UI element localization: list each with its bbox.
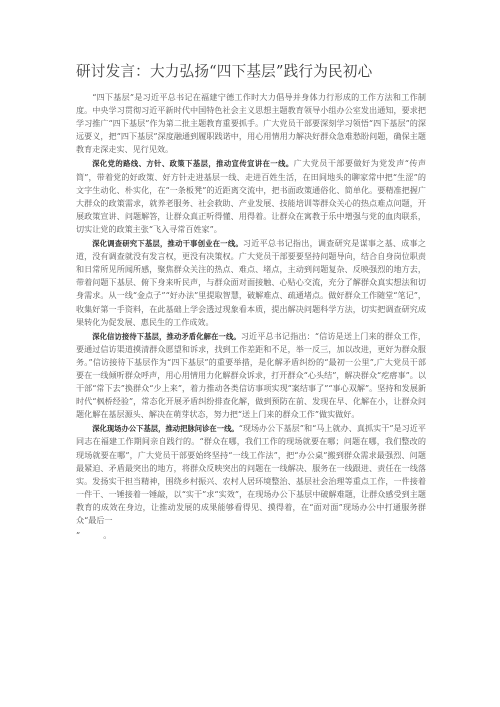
intro-paragraph: “四下基层”是习近平总书记在福建宁德工作时大力倡导并身体力行形成的工作方法和工作制度。中央学习贯彻习近平新时代中国特色社会主义思想主题教育领导小组办公室发出通知，要求把学习推广“四下基层”作为第二批主题教育重要抓手。广大党员干部要深刻学习领悟“四下基层”的深远要义，把“四下基层”深度融通到履职践诺中，用心用情用力解决好群众急难愁盼问题，确保主题教育走深走实、见行见效。 bbox=[76, 92, 426, 155]
section-body-3: 习近平总书记指出：“信访是送上门来的群众工作，要通过信访渠道摸清群众愿望和诉求，找到工作差距和不足，举一反三，加以改进，更好为群众服务。”信访接待下基层作为“四下基层”的重要举措，是化解矛盾纠纷的“最初一公里”,广大党员干部要在一线倾听群众呼声，用心用情用力化解群众诉求，打开群众“心头结”，解决群众“疙瘩事”。以干部“常下去”换群众“少上来”，着力推动各类信访事项实现“案结事了”“事心双解”。坚持和发展新时代“枫桥经验”，常态化开展矛盾纠纷排查化解，做到预防在前、发现在早、化解在小，让群众问题化解在基层源头、解决在萌芽状态，努力把“送上门来的群众工作”做实做好。 bbox=[76, 330, 427, 420]
section-lead-1: 深化党的路线、方针、政策下基层，推动宣传宣讲在一线。 bbox=[92, 159, 294, 169]
section-paragraph-3 bbox=[76, 330, 426, 422]
document-page bbox=[76, 62, 426, 542]
section-lead-3: 深化信访接待下基层，推动矛盾化解在一线。 bbox=[92, 331, 241, 341]
section-body-4: “现场办公下基层”和“马上就办、真抓实干”是习近平同志在福建工作期间亲自践行的。“群众在哪，我们工作的现场就要在哪；问题在哪，我们整改的现场就要在哪”，广大党员干部要始终坚持“一线工作法”，把“办公桌”搬到群众需求最强烈、问题最紧迫、矛盾最突出的地方，将群众反映突出的问题在一线解决、服务在一线跟进、责任在一线落实。发扬实干担当精神，围绕乡村振兴、农村人居环境整治、基层社会治理等重点工作，一件接着一件干、一锤接着一锤敲，以“实干”求“实效”，在现场办公下基层中破解难题，让群众感受到主题教育的成效在身边，让推动发展的成果能够看得见、摸得着，在“面对面”现场办公中打通服务群众“最后一 bbox=[76, 423, 426, 525]
continuation-period: 。 bbox=[103, 530, 112, 541]
section-paragraph-4 bbox=[76, 422, 426, 527]
section-paragraph-1 bbox=[76, 157, 426, 236]
section-lead-4: 深化现场办公下基层，推动把脉问诊在一线。 bbox=[92, 424, 239, 434]
continuation-quote: ” bbox=[76, 530, 81, 541]
section-body-1: 广大党员干部要做好为党发声“传声筒”，带着党的好政策、好方针走进基层一线、走进百姓生活，在田间地头的聊家常中把“生涩”的文字生动化、朴实化，在“一条板凳”的近距离交流中，把书面政策通俗化、简单化。要精准把握广大群众的政策需求，就养老服务、社会救助、产业发展、技能培训等群众关心的热点难点问题，开展政策宣讲、问题解答，让群众真正听得懂、用得着。让群众在寓教于乐中增强与党的血肉联系，切实让党的政策主张“飞入寻常百姓家”。 bbox=[76, 158, 427, 234]
page-title: 研讨发言：大力弘扬“四下基层”践行为民初心 bbox=[76, 63, 373, 80]
section-body-2: 习近平总书记指出，调查研究是谋事之基、成事之道，没有调查就没有发言权，更没有决策权。广大党员干部要要坚持问题导向，结合自身岗位职责和日常所见所闻所感，聚焦群众关注的热点、难点、堵点，主动到问题复杂、反映强烈的地方去，带着问题下基层、俯下身来听民声，与群众面对面接触、心贴心交流，充分了解群众真实想法和切身需求。从一线“金点子”“好办法”里提取智慧，破解难点、疏通堵点。做好群众工作随堂“笔记”，收集好第一手资料，在此基础上学会透过现象看本质，提出解决问题科学方法，切实把调查研究成果转化为促发展、惠民生的工作成效。 bbox=[76, 238, 426, 327]
section-lead-2: 深化调查研究下基层，推动干事创业在一线。 bbox=[92, 239, 243, 249]
continuation-line bbox=[76, 529, 426, 542]
section-paragraph-2 bbox=[76, 237, 426, 329]
